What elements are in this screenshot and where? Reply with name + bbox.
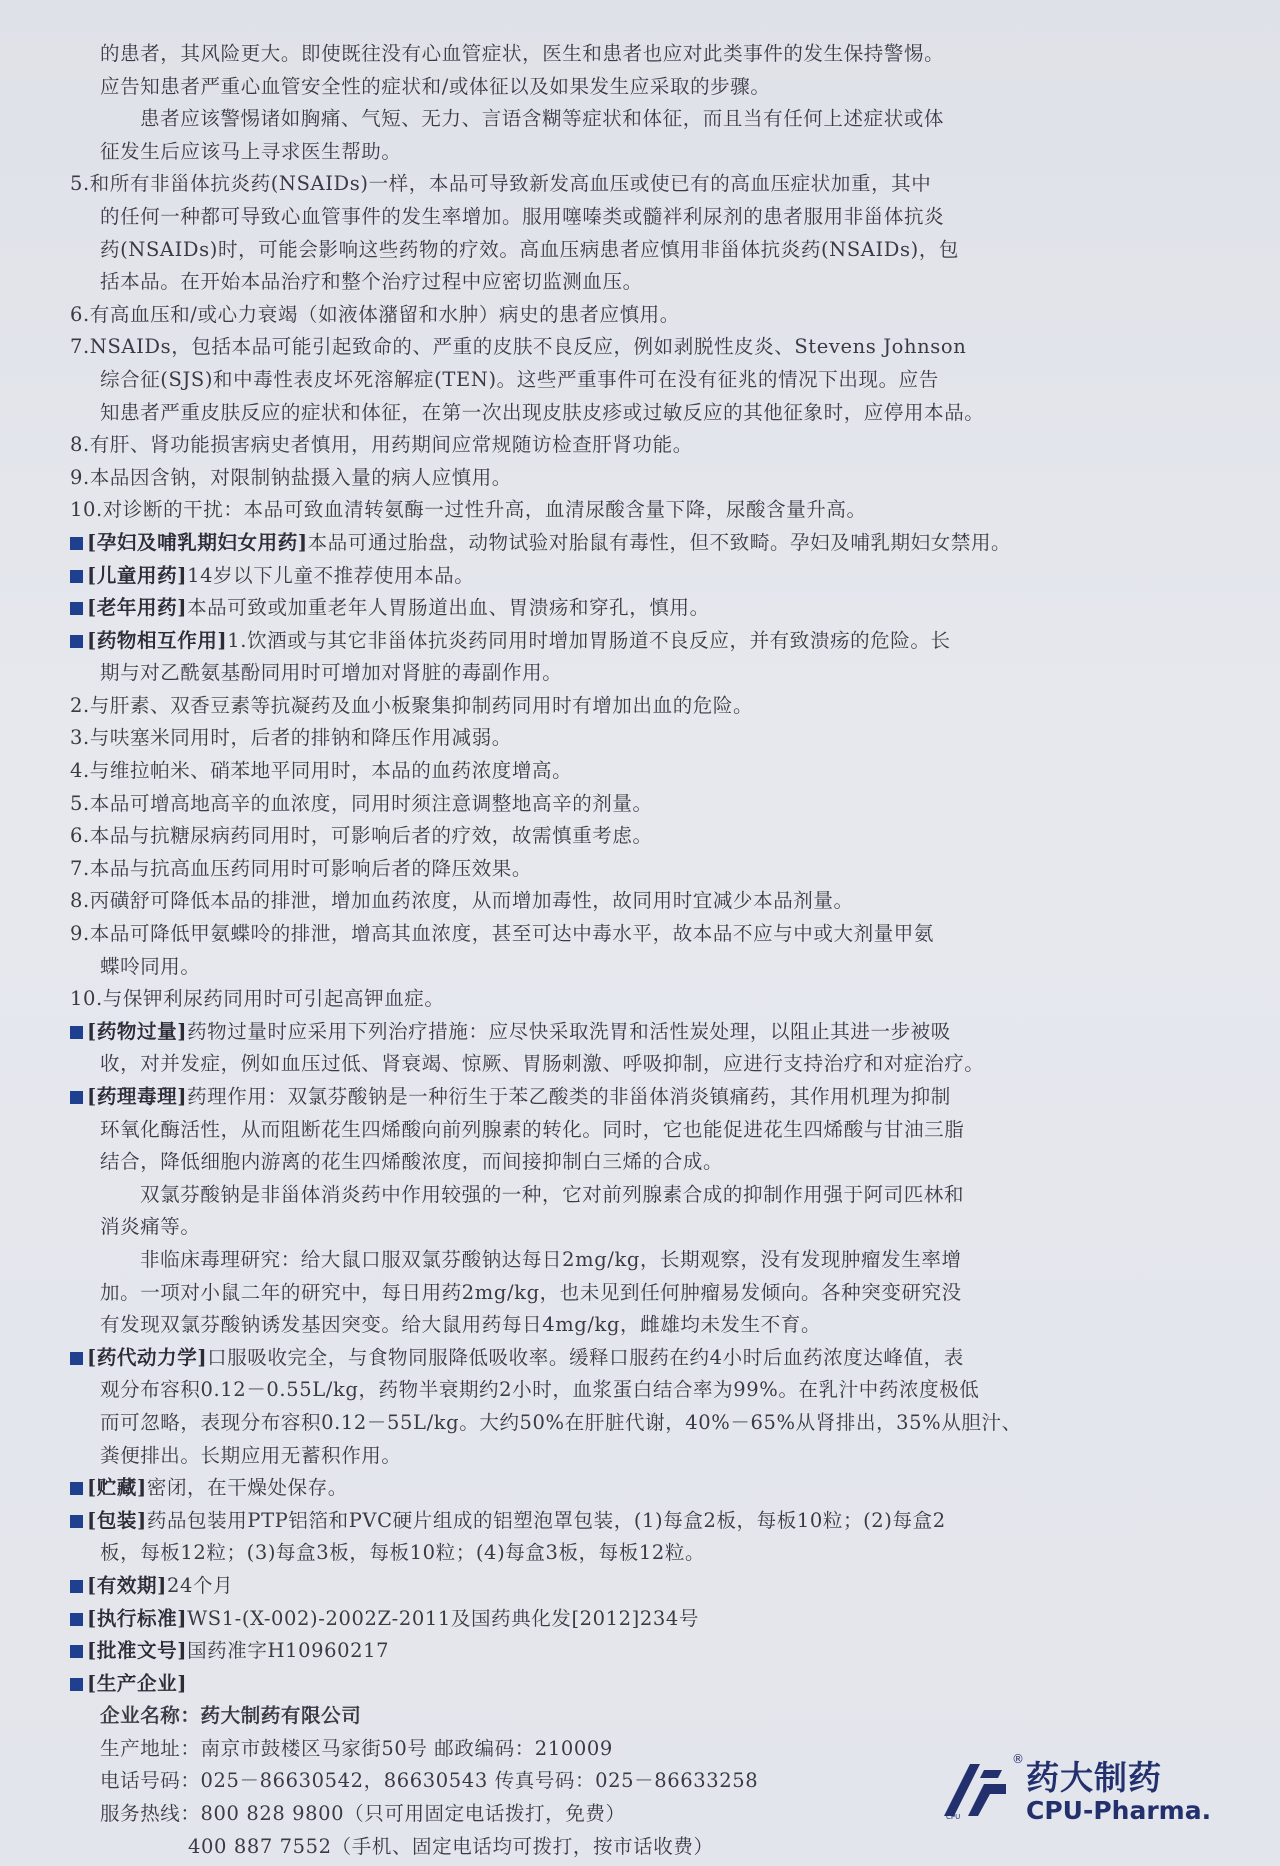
text-line xyxy=(70,1700,1220,1733)
line-text: 生产地址：南京市鼓楼区马家街50号 邮政编码：210009 xyxy=(100,1736,613,1760)
line-text: 期与对乙酰氨基酚同用时可增加对肾脏的毒副作用。 xyxy=(100,661,563,685)
text-line xyxy=(70,429,1220,462)
text-line xyxy=(70,38,1220,71)
text-line xyxy=(70,1146,1220,1179)
line-text: 6.本品与抗糖尿病药同用时，可影响后者的疗效，故需慎重考虑。 xyxy=(70,824,653,848)
section-marker-icon xyxy=(70,1026,83,1039)
line-text: 9.本品可降低甲氨蝶呤的排泄，增高其血浓度，甚至可达中毒水平，故本品不应与中或大剂量甲氨 xyxy=(70,922,935,946)
section-line xyxy=(70,1505,1220,1538)
section-line xyxy=(70,1570,1220,1603)
section-marker-icon xyxy=(70,1352,83,1365)
section-heading: [执行标准] xyxy=(87,1606,188,1630)
section-line xyxy=(70,1635,1220,1668)
text-line xyxy=(70,494,1220,527)
line-text: 双氯芬酸钠是非甾体消炎药中作用较强的一种，它对前列腺素合成的抑制作用强于阿司匹林和 xyxy=(140,1182,965,1206)
line-text: 本品可通过胎盘，动物试验对胎鼠有毒性，但不致畸。孕妇及哺乳期妇女禁用。 xyxy=(307,530,1012,554)
text-line xyxy=(70,331,1220,364)
text-line xyxy=(70,951,1220,984)
text-line xyxy=(70,1114,1220,1147)
section-heading: [孕妇及哺乳期妇女用药] xyxy=(87,530,308,554)
line-text: 7.本品与抗高血压药同用时可影响后者的降压效果。 xyxy=(70,856,533,880)
text-line xyxy=(70,885,1220,918)
section-marker-icon xyxy=(70,602,83,615)
line-text: WS1-(X-002)-2002Z-2011及国药典化发[2012]234号 xyxy=(187,1606,700,1630)
text-line xyxy=(70,266,1220,299)
text-line xyxy=(70,168,1220,201)
section-heading: [药物过量] xyxy=(87,1019,188,1043)
section-marker-icon xyxy=(70,1678,83,1691)
line-text: 收，对并发症，例如血压过低、肾衰竭、惊厥、胃肠刺激、呼吸抑制，应进行支持治疗和对症治疗。 xyxy=(100,1052,985,1076)
line-text: 7.NSAIDs，包括本品可能引起致命的、严重的皮肤不良反应，例如剥脱性皮炎、Stevens Johnson xyxy=(70,335,967,359)
line-text: 药理作用：双氯芬酸钠是一种衍生于苯乙酸类的非甾体消炎镇痛药，其作用机理为抑制 xyxy=(187,1085,951,1108)
text-line xyxy=(70,299,1220,332)
line-text: 征发生后应该马上寻求医生帮助。 xyxy=(100,139,402,163)
line-text: 5.本品可增高地高辛的血浓度，同用时须注意调整地高辛的剂量。 xyxy=(70,791,653,815)
line-text: 观分布容积0.12－0.55L/kg，药物半衰期约2小时，血浆蛋白结合率为99%。在乳汁中药浓度极低 xyxy=(100,1378,980,1402)
section-marker-icon xyxy=(70,570,83,583)
text-line xyxy=(70,657,1220,690)
text-line xyxy=(70,1407,1220,1440)
section-marker-icon xyxy=(70,1645,83,1658)
text-line xyxy=(70,1374,1220,1407)
line-text: 患者应该警惕诸如胸痛、气短、无力、言语含糊等症状和体征，而且当有任何上述症状或体 xyxy=(140,107,945,131)
section-heading: [有效期] xyxy=(87,1573,167,1597)
line-text: 2.与肝素、双香豆素等抗凝药及血小板聚集抑制药同用时有增加出血的危险。 xyxy=(70,693,754,717)
line-text: 24个月 xyxy=(166,1573,234,1597)
line-text: 电话号码：025－86630542，86630543 传真号码：025－86633258 xyxy=(100,1769,759,1793)
line-text: 结合，降低细胞内游离的花生四烯酸浓度，而间接抑制白三烯的合成。 xyxy=(100,1150,724,1174)
text-line xyxy=(70,71,1220,104)
line-text: 药物过量时应采用下列治疗措施：应尽快采取洗胃和活性炭处理，以阻止其进一步被吸 xyxy=(187,1019,951,1043)
line-text: 口服吸收完全，与食物同服降低吸收率。缓释口服药在约4小时后血药浓度达峰值，表 xyxy=(207,1345,964,1369)
section-heading: [老年用药] xyxy=(87,596,188,620)
line-text: 400 887 7552（手机、固定电话均可拨打，按市话收费） xyxy=(188,1834,714,1858)
line-text: 密闭，在干燥处保存。 xyxy=(146,1476,348,1500)
text-line xyxy=(70,788,1220,821)
line-text: 国药准字H10960217 xyxy=(187,1639,390,1663)
line-text: 板，每板12粒；(3)每盒3板，每板10粒；(4)每盒3板，每板12粒。 xyxy=(100,1541,706,1565)
text-line xyxy=(70,1537,1220,1570)
text-line xyxy=(70,201,1220,234)
line-text: 的任何一种都可导致心血管事件的发生率增加。服用噻嗪类或髓袢利尿剂的患者服用非甾体抗炎 xyxy=(100,204,945,228)
line-text: 综合征(SJS)和中毒性表皮坏死溶解症(TEN)。这些严重事件可在没有征兆的情况下出现。应告 xyxy=(100,367,939,391)
line-text: 药(NSAIDs)时，可能会影响这些药物的疗效。高血压病患者应慎用非甾体抗炎药(NSAIDs)，包 xyxy=(100,237,960,261)
text-line xyxy=(70,1440,1220,1473)
line-text: 8.有肝、肾功能损害病史者慎用，用药期间应常规随访检查肝肾功能。 xyxy=(70,433,693,457)
section-heading: [包装] xyxy=(87,1508,147,1532)
section-line xyxy=(70,1668,1220,1701)
line-text: 粪便排出。长期应用无蓄积作用。 xyxy=(100,1443,402,1467)
section-marker-icon xyxy=(70,1613,83,1626)
section-heading: [贮藏] xyxy=(87,1476,147,1500)
section-line xyxy=(70,1603,1220,1636)
line-text: 的患者，其风险更大。即使既往没有心血管症状，医生和患者也应对此类事件的发生保持警惕。 xyxy=(100,42,945,65)
section-line xyxy=(70,1081,1220,1114)
text-line xyxy=(70,722,1220,755)
section-heading: [生产企业] xyxy=(87,1671,188,1695)
leaflet-text xyxy=(70,38,1220,1863)
line-text: 本品可致或加重老年人胃肠道出血、胃溃疡和穿孔，慎用。 xyxy=(187,596,710,620)
line-text: 10.对诊断的干扰：本品可致血清转氨酶一过性升高，血清尿酸含量下降，尿酸含量升高。 xyxy=(70,498,867,522)
section-line xyxy=(70,1016,1220,1049)
section-line xyxy=(70,592,1220,625)
cpu-pharma-logo-icon xyxy=(940,1760,1010,1820)
section-marker-icon xyxy=(70,1515,83,1528)
text-line xyxy=(70,1048,1220,1081)
line-text: 应告知患者严重心血管安全性的症状和/或体征以及如果发生应采取的步骤。 xyxy=(100,74,771,98)
line-text: 有发现双氯芬酸钠诱发基因突变。给大鼠用药每日4mg/kg，雌雄均未发生不育。 xyxy=(100,1313,822,1337)
text-line xyxy=(70,983,1220,1016)
svg-text:CPU: CPU xyxy=(946,1813,961,1820)
text-line xyxy=(70,1277,1220,1310)
section-line xyxy=(70,560,1220,593)
line-text: 1.饮酒或与其它非甾体抗炎药同用时增加胃肠道不良反应，并有致溃疡的危险。长 xyxy=(227,628,951,652)
section-marker-icon xyxy=(70,1482,83,1495)
line-text: 8.丙磺舒可降低本品的排泄，增加血药浓度，从而增加毒性，故同用时宜减少本品剂量。 xyxy=(70,889,854,913)
section-marker-icon xyxy=(70,635,83,648)
section-heading: [儿童用药] xyxy=(87,563,188,587)
section-line xyxy=(70,527,1220,560)
text-line xyxy=(70,690,1220,723)
line-text: 服务热线：800 828 9800（只可用固定电话拨打，免费） xyxy=(100,1802,626,1826)
text-line xyxy=(70,820,1220,853)
text-line xyxy=(70,136,1220,169)
section-heading: [药代动力学] xyxy=(87,1345,208,1369)
section-line xyxy=(70,1472,1220,1505)
text-line xyxy=(70,755,1220,788)
text-line xyxy=(70,397,1220,430)
line-text: 企业名称：药大制药有限公司 xyxy=(100,1704,362,1728)
text-line xyxy=(70,1244,1220,1277)
line-text: 而可忽略，表现分布容积0.12－55L/kg。大约50%在肝脏代谢，40%－65%从肾排出，35%从胆汁、 xyxy=(100,1410,1022,1434)
line-text: 消炎痛等。 xyxy=(100,1215,201,1239)
line-text: 非临床毒理研究：给大鼠口服双氯芬酸钠达每日2mg/kg，长期观察，没有发现肿瘤发生率增 xyxy=(140,1247,962,1271)
text-line xyxy=(70,1831,1220,1864)
line-text: 括本品。在开始本品治疗和整个治疗过程中应密切监测血压。 xyxy=(100,270,643,294)
line-text: 9.本品因含钠，对限制钠盐摄入量的病人应慎用。 xyxy=(70,465,512,489)
section-marker-icon xyxy=(70,1580,83,1593)
logo-chinese-name: 药大制药 xyxy=(1026,1758,1162,1797)
section-heading: [批准文号] xyxy=(87,1639,188,1663)
text-line xyxy=(70,1179,1220,1212)
text-line xyxy=(70,364,1220,397)
section-heading: [药理毒理] xyxy=(87,1085,188,1108)
text-line xyxy=(70,1309,1220,1342)
company-logo xyxy=(940,1752,1225,1832)
line-text: 加。一项对小鼠二年的研究中，每日用药2mg/kg，也未见到任何肿瘤易发倾向。各种突变研究没 xyxy=(100,1280,962,1304)
line-text: 环氧化酶活性，从而阻断花生四烯酸向前列腺素的转化。同时，它也能促进花生四烯酸与甘油三脂 xyxy=(100,1117,965,1141)
line-text: 4.与维拉帕米、硝苯地平同用时，本品的血药浓度增高。 xyxy=(70,759,573,783)
section-marker-icon xyxy=(70,537,83,550)
line-text: 蝶呤同用。 xyxy=(100,954,201,978)
text-line xyxy=(70,918,1220,951)
line-text: 3.与呋塞米同用时，后者的排钠和降压作用减弱。 xyxy=(70,726,512,750)
line-text: 5.和所有非甾体抗炎药(NSAIDs)一样，本品可导致新发高血压或使已有的高血压症状加重，其中 xyxy=(70,172,932,196)
section-heading: [药物相互作用] xyxy=(87,628,228,652)
logo-english-name: CPU-Pharma. xyxy=(1026,1796,1212,1825)
text-line xyxy=(70,1211,1220,1244)
line-text: 14岁以下儿童不推荐使用本品。 xyxy=(187,563,475,587)
section-line xyxy=(70,625,1220,658)
section-line xyxy=(70,1342,1220,1375)
line-text: 10.与保钾利尿药同用时可引起高钾血症。 xyxy=(70,987,445,1011)
text-line xyxy=(70,853,1220,886)
text-line xyxy=(70,103,1220,136)
line-text: 药品包装用PTP铝箔和PVC硬片组成的铝塑泡罩包装，(1)每盒2板，每板10粒；(2)每盒2 xyxy=(146,1508,946,1532)
section-marker-icon xyxy=(70,1091,83,1104)
registered-mark: ® xyxy=(1012,1752,1024,1766)
text-line xyxy=(70,462,1220,495)
line-text: 知患者严重皮肤反应的症状和体征，在第一次出现皮肤皮疹或过敏反应的其他征象时，应停用本品。 xyxy=(100,400,985,424)
line-text: 6.有高血压和/或心力衰竭（如液体潴留和水肿）病史的患者应慎用。 xyxy=(70,302,680,326)
text-line xyxy=(70,234,1220,267)
